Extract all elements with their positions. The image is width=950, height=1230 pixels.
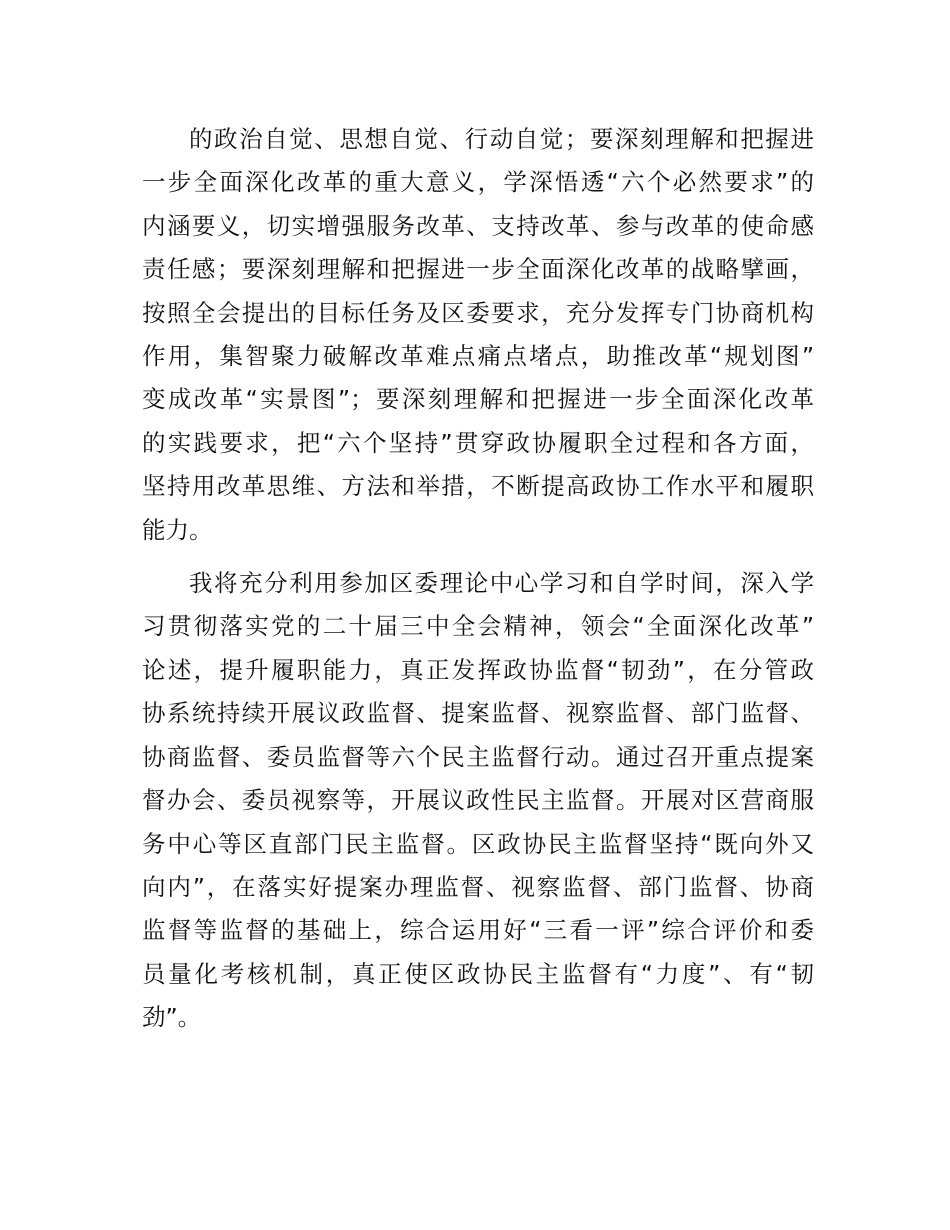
text-line: 作用，集智聚力破解改革难点痛点堵点，助推改革“规划图”: [142, 342, 814, 371]
text-line: 变成改革“实景图”；要深刻理解和把握进一步全面深化改革: [142, 385, 814, 414]
text-line: 我将充分利用参加区委理论中心学习和自学时间，深入学: [189, 569, 814, 598]
text-line: 员量化考核机制，真正使区政协民主监督有“力度”、有“韧: [142, 959, 814, 988]
paragraph-1: [142, 118, 814, 552]
text-line: 监督等监督的基础上，综合运用好“三看一评”综合评价和委: [142, 916, 814, 945]
text-line: 务中心等区直部门民主监督。区政协民主监督坚持“既向外又: [142, 829, 814, 858]
document-body: [142, 118, 814, 1040]
paragraph-2: [142, 562, 814, 1039]
text-line: 的实践要求，把“六个坚持”贯穿政协履职全过程和各方面，: [142, 428, 814, 457]
text-line: 内涵要义，切实增强服务改革、支持改革、参与改革的使命感: [142, 211, 814, 240]
text-line: 协系统持续开展议政监督、提案监督、视察监督、部门监督、: [142, 699, 814, 728]
text-line: 能力。: [142, 515, 213, 544]
text-line: 一步全面深化改革的重大意义，学深悟透“六个必然要求”的: [142, 168, 814, 197]
text-line: 督办会、委员视察等，开展议政性民主监督。开展对区营商服: [142, 786, 814, 815]
text-line: 的政治自觉、思想自觉、行动自觉；要深刻理解和把握进: [189, 125, 814, 153]
text-line: 向内”，在落实好提案办理监督、视察监督、部门监督、协商: [142, 872, 814, 901]
text-line: 论述，提升履职能力，真正发挥政协监督“韧劲”，在分管政: [142, 655, 814, 684]
text-line: 习贯彻落实党的二十届三中全会精神，领会“全面深化改革”: [142, 612, 814, 641]
text-line: 责任感；要深刻理解和把握进一步全面深化改革的战略擘画，: [142, 255, 814, 284]
text-line: 协商监督、委员监督等六个民主监督行动。通过召开重点提案: [142, 742, 814, 771]
text-line: 按照全会提出的目标任务及区委要求，充分发挥专门协商机构: [142, 298, 814, 327]
text-line: 劲”。: [142, 1003, 202, 1032]
text-line: 坚持用改革思维、方法和举措，不断提高政协工作水平和履职: [142, 472, 814, 501]
